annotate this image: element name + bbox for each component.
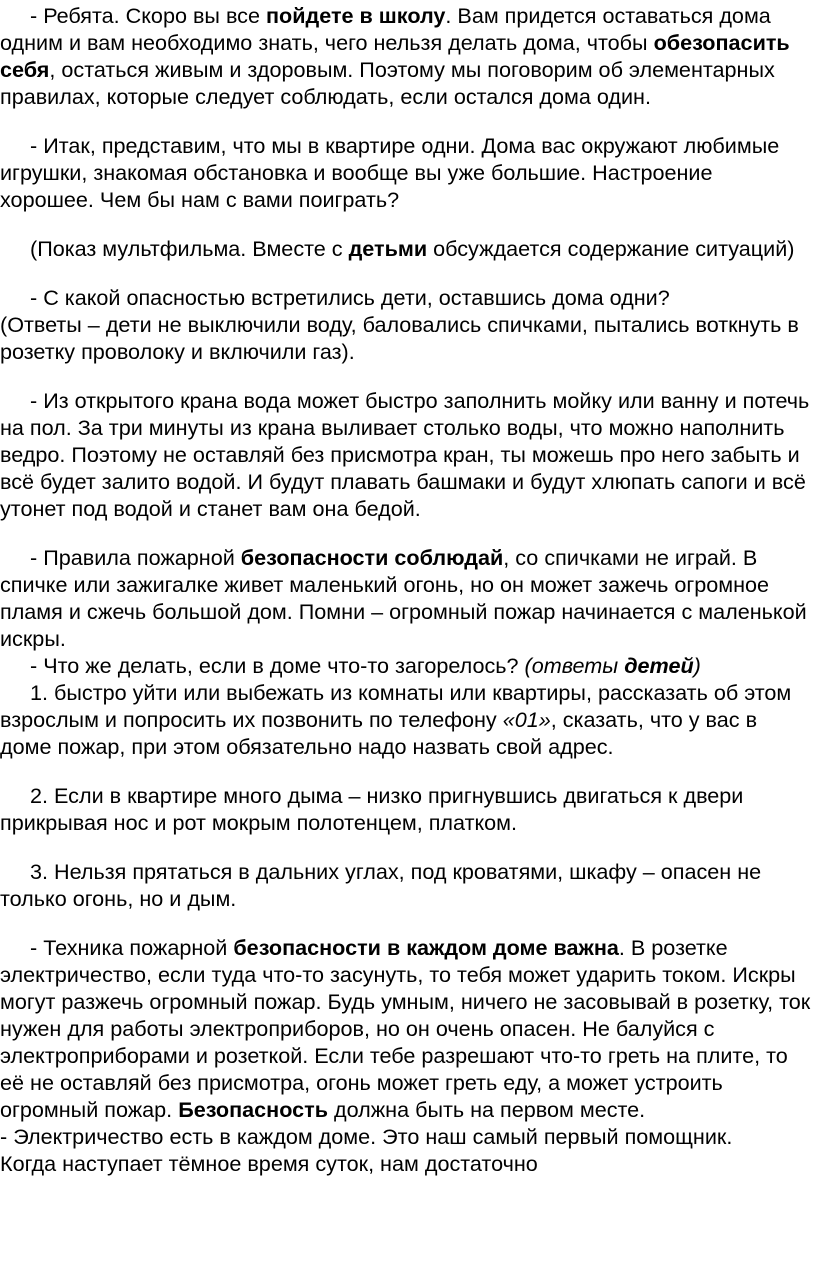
text: - Что же делать, если в доме что-то загорелось?: [30, 653, 525, 678]
text: - Техника пожарной: [30, 935, 234, 960]
text: обсуждается содержание ситуаций): [427, 236, 795, 261]
bold-text: детьми: [348, 236, 428, 261]
bold-text: Безопасность: [178, 1097, 328, 1122]
text: - Электричество есть в каждом доме. Это наш самый первый помощник.: [0, 1124, 733, 1149]
paragraph-cartoon: [0, 235, 812, 262]
italic-text: «01»: [502, 707, 551, 732]
paragraph-water: [0, 387, 812, 522]
paragraph-electricity: [0, 1123, 812, 1150]
bold-text: обезопасить себя: [0, 30, 790, 82]
bold-text: безопасности соблюдай: [240, 545, 504, 570]
paragraph-step-1: [0, 679, 812, 760]
text: - Итак, представим, что мы в квартире одни. Дома вас окружают любимые игрушки, знакомая обстановка и вообще вы уже большие. Настроение хорошее. Чем бы нам с вами поиграть?: [0, 133, 780, 212]
text: - Ребята. Скоро вы все: [30, 3, 266, 28]
bold-text: безопасности в каждом доме важна: [233, 935, 619, 960]
italic-text: ): [693, 653, 701, 678]
text: должна быть на первом месте.: [327, 1097, 646, 1122]
text: 2. Если в квартире много дыма – низко пригнувшись двигаться к двери прикрывая нос и рот мокрым полотенцем, платком.: [0, 783, 744, 835]
paragraph-what-to-do: [0, 652, 812, 679]
text: (Ответы – дети не выключили воду, баловались спичками, пытались воткнуть в розетку проволоку и включили газ).: [0, 312, 799, 364]
text: . Вам придется оставаться дома одним и вам необходимо знать, чего нельзя делать дома, чтобы: [0, 3, 771, 55]
text: , остаться живым и здоровым. Поэтому мы поговорим об элементарных правилах, которые следует соблюдать, если остался дома один.: [0, 57, 775, 109]
text: (Показ мультфильма. Вместе с: [30, 236, 349, 261]
paragraph-dark-time: [0, 1150, 812, 1177]
text: 3. Нельзя прятаться в дальних углах, под кроватями, шкафу – опасен не только огонь, но и дым.: [0, 859, 762, 911]
paragraph-imagine: [0, 132, 812, 213]
paragraph-intro: [0, 2, 812, 110]
text: - Правила пожарной: [30, 545, 241, 570]
paragraph-answers: [0, 311, 812, 365]
bold-italic-text: детей: [624, 653, 694, 678]
paragraph-step-2: [0, 782, 812, 836]
paragraph-step-3: [0, 858, 812, 912]
text: - Из открытого крана вода может быстро заполнить мойку или ванну и потечь на пол. За три минуты из крана выливает столько воды, что можно наполнить ведро. Поэтому не оставляй без присмотра кран, ты можешь про него забыть и всё будет залито водой. И будут плавать башмаки и будут хлюпать сапоги и всё утонет под водой и станет вам она бедой.: [0, 388, 810, 521]
text: - С какой опасностью встретились дети, оставшись дома одни?: [30, 285, 670, 310]
bold-text: пойдете в школу: [266, 3, 446, 28]
paragraph-question: [0, 284, 812, 311]
text: 1. быстро уйти или выбежать из комнаты или квартиры, рассказать об этом взрослым и попросить их позвонить по телефону: [0, 680, 792, 732]
text: . В розетке электричество, если туда что-то засунуть, то тебя может ударить током. Искры могут разжечь огромный пожар. Будь умным, ничего не засовывай в розетку, ток нужен для работы электроприборов, но он очень опасен. Не балуйся с электроприборами и розеткой. Если тебе разрешают что-то греть на плите, то её не оставляй без присмотра, огонь может греть еду, а может устроить огромный пожар.: [0, 935, 811, 1122]
text: , со спичками не играй. В спичке или зажигалке живет маленький огонь, но он может зажечь огромное пламя и сжечь большой дом. Помни – огромный пожар начинается с маленькой искры.: [0, 545, 807, 651]
paragraph-fire-rules: [0, 544, 812, 652]
italic-text: (ответы: [524, 653, 625, 678]
text: , сказать, что у вас в доме пожар, при этом обязательно надо назвать свой адрес.: [0, 707, 758, 759]
text: Когда наступает тёмное время суток, нам достаточно: [0, 1151, 538, 1176]
paragraph-electric-safety: [0, 934, 812, 1123]
